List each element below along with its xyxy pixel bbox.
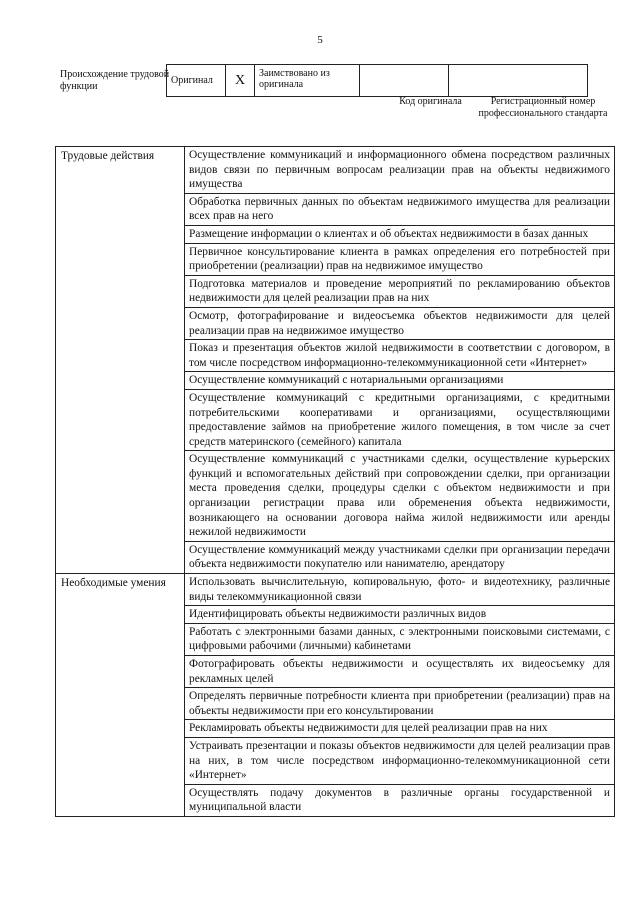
table-item: Осуществлять подачу документов в различные органы государственной и муниципальной власти <box>185 784 615 816</box>
table-row <box>56 147 615 194</box>
table-item: Определять первичные потребности клиента при приобретении (реализации) прав на объекты недвижимости при его консультировании <box>185 688 615 720</box>
table-item: Подготовка материалов и проведение мероприятий по рекламированию объектов недвижимости для целей реализации прав на них <box>185 275 615 307</box>
regnum-cell <box>449 65 588 97</box>
table-row <box>56 574 615 606</box>
table-item: Идентифицировать объекты недвижимости различных видов <box>185 606 615 624</box>
page-number: 5 <box>317 34 323 46</box>
original-mark: X <box>226 65 255 97</box>
table-item: Размещение информации о клиентах и об объектах недвижимости в базах данных <box>185 225 615 243</box>
section-heading: Необходимые умения <box>56 574 185 817</box>
original-cell: Оригинал <box>167 65 226 97</box>
table-item: Осуществление коммуникаций и информационного обмена посредством различных видов связи по первичным вопросам реализации прав на объекты недвижимого имущества <box>185 147 615 194</box>
table-item: Осуществление коммуникаций между участниками сделки при организации передачи объекта недвижимости покупателю или нанимателю, арендатору <box>185 541 615 573</box>
regnum-caption: Регистрационный номер профессионального стандарта <box>478 96 608 119</box>
labor-functions-table <box>55 146 615 817</box>
table-item: Обработка первичных данных по объектам недвижимого имущества для реализации всех прав на него <box>185 193 615 225</box>
table-item: Работать с электронными базами данных, с электронными поисковыми системами, с цифровыми рабочими (личными) кабинетами <box>185 623 615 655</box>
section-heading: Трудовые действия <box>56 147 185 574</box>
borrowed-cell: Заимствовано из оригинала <box>255 65 360 97</box>
table-item: Устраивать презентации и показы объектов недвижимости для целей реализации прав на них, в том числе посредством информационно-телекоммуникационной сети «Интернет» <box>185 737 615 784</box>
code-caption: Код оригинала <box>399 96 462 107</box>
code-cell <box>360 65 449 97</box>
table-item: Осуществление коммуникаций с нотариальными организациями <box>185 372 615 390</box>
table-item: Рекламировать объекты недвижимости для целей реализации прав на них <box>185 720 615 738</box>
table-item: Первичное консультирование клиента в рамках определения его потребностей при приобретении (реализации) прав на недвижимое имущество <box>185 243 615 275</box>
table-item: Осмотр, фотографирование и видеосъемка объектов недвижимости для целей реализации прав на недвижимое имущество <box>185 307 615 339</box>
table-item: Фотографировать объекты недвижимости и осуществлять их видеосъемку для рекламных целей <box>185 656 615 688</box>
table-item: Показ и презентация объектов жилой недвижимости в соответствии с договором, в том числе посредством информационно-телекоммуникационной сети «Интернет» <box>185 340 615 372</box>
table-item: Использовать вычислительную, копировальную, фото- и видеотехнику, различные виды телекоммуникационной связи <box>185 574 615 606</box>
origin-table <box>166 64 588 97</box>
table-item: Осуществление коммуникаций с кредитными организациями, с кредитными потребительскими кооперативами и организациями, осуществляющими предоставление займов на приобретение жилого помещения, в том числе за счет средств материнского (семейного) капитала <box>185 389 615 450</box>
origin-label: Происхождение трудовой функции <box>60 69 170 92</box>
table-item: Осуществление коммуникаций с участниками сделки, осуществление курьерских функций и вспомогательных действий при сопровождении сделки, при организации места проведения сделки, процедуры сделки с объектом недвижимости и при организации регистрации права или обременения объекта недвижимости, возникающего на основании договора найма жилой недвижимости или аренды нежилой недвижимости <box>185 451 615 542</box>
